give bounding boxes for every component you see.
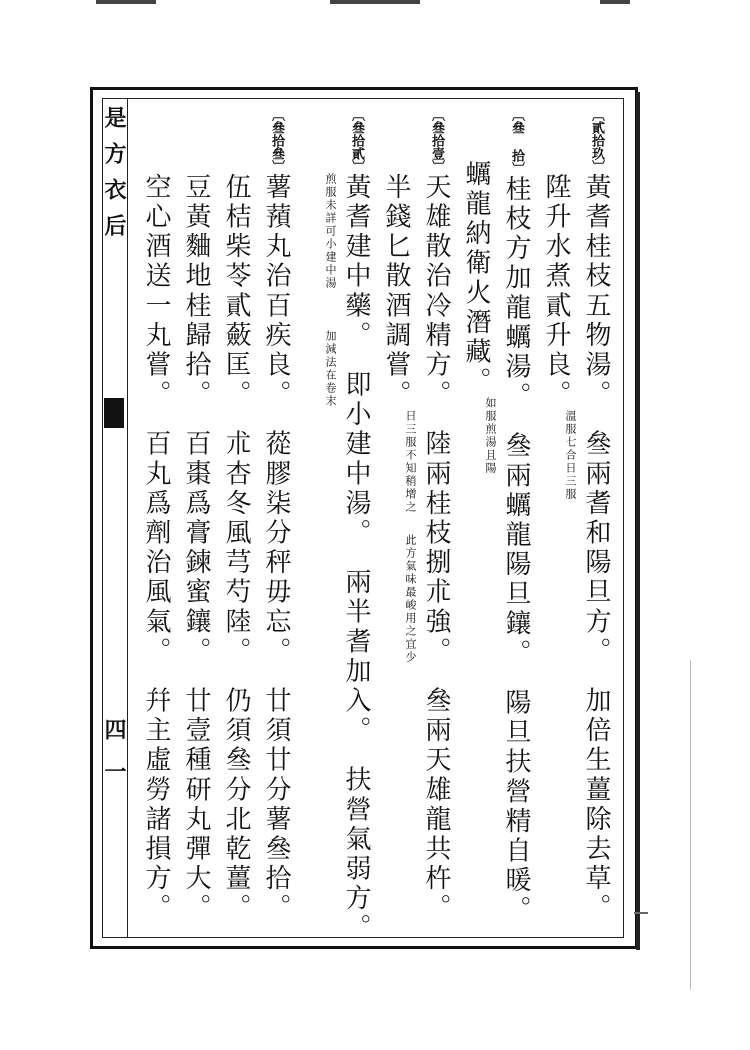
- text-column-5: [416, 108, 456, 932]
- interlinear-note: 日三服不知稍增之: [404, 409, 417, 514]
- verse-segment: 陞升水煮貳升良。: [541, 173, 571, 410]
- verse-segment: 薯蕷丸治百疾良。: [261, 173, 291, 410]
- scan-edge: [0, 0, 750, 12]
- verse-segment: 叄兩蠣龍陽旦鑲。: [501, 431, 531, 669]
- verse-segment: 百丸爲劑治風氣。: [141, 429, 171, 667]
- verse-segment: 仍須叄分北乾薑。: [221, 686, 251, 924]
- verse-segment: 兩半耆加入。: [341, 568, 371, 746]
- book-title: 是方衣后: [101, 106, 127, 250]
- verse-segment: 叄兩耆和陽旦方。: [581, 429, 611, 667]
- verse-segment: 陸兩桂枝捌朮強。: [421, 429, 451, 667]
- verse-segment: 蓯膠柒分秤毋忘。: [261, 429, 291, 667]
- verse-segment: 朮杏冬風芎芍陸。: [221, 429, 251, 667]
- section-label: 〔貳拾玖〕: [589, 108, 604, 173]
- text-column-8: [296, 108, 336, 932]
- verse-segment: 豆黃麯地桂歸拾。: [181, 173, 211, 410]
- verse-segment: 廿須廿分薯叄拾。: [261, 686, 291, 924]
- verse-segment: 蠣龍納衛火潛藏。: [461, 160, 491, 397]
- section-label: 〔叄拾叄〕: [269, 108, 284, 173]
- fish-tail-mark: [104, 398, 124, 428]
- verse-segment: 加倍生薑除去草。: [581, 686, 611, 924]
- text-column-9: [256, 108, 296, 932]
- margin-mark: [634, 912, 648, 914]
- verse-segment: 扶營氣弱方。: [341, 765, 371, 944]
- interlinear-note: 溫服七合日三服: [564, 409, 577, 501]
- verse-segment: 伍桔柴苓貳蘞匡。: [221, 173, 251, 410]
- section-label: 〔叄拾壹〕: [429, 108, 444, 173]
- interlinear-note: 加減法在卷末: [324, 330, 337, 408]
- verse-segment: 天雄散治冷精方。: [421, 173, 451, 410]
- scan-edge-line: [690, 660, 691, 990]
- verse-segment: 即小建中湯。: [341, 370, 371, 549]
- text-column-1: [576, 108, 616, 932]
- interlinear-note: 此方氣味最峻用之宜少: [404, 533, 417, 664]
- verse-segment: 幷主虛勞諸損方。: [141, 686, 171, 924]
- verse-segment: 廿壹種研丸彈大。: [181, 686, 211, 924]
- text-body: [134, 108, 616, 944]
- verse-segment: 桂枝方加龍蠣湯。: [501, 175, 531, 412]
- text-column-12: [136, 108, 176, 932]
- text-column-3: [496, 108, 536, 932]
- text-column-11: [176, 108, 216, 932]
- verse-segment: 黃耆桂枝五物湯。: [581, 173, 611, 410]
- text-column-7: [336, 108, 376, 944]
- interlinear-note: 煎服未詳可小建中湯: [324, 173, 337, 290]
- text-column-4: [456, 108, 496, 932]
- section-label: 〔叄 拾〕: [509, 108, 524, 175]
- verse-segment: 黃耆建中藥。: [341, 173, 371, 351]
- verse-segment: 空心酒送一丸嘗。: [141, 173, 171, 410]
- text-column-2: [536, 108, 576, 932]
- verse-segment: 陽旦扶營精自暖。: [501, 688, 531, 926]
- interlinear-note: 如服煎湯且陽: [484, 396, 497, 475]
- fold-column: [102, 98, 128, 938]
- verse-segment: 百棗爲膏鍊蜜鑲。: [181, 429, 211, 667]
- page-number: 四一: [101, 718, 127, 802]
- text-column-10: [216, 108, 256, 932]
- text-column-6: [376, 108, 416, 932]
- verse-segment: 半錢匕散酒調嘗。: [381, 173, 411, 410]
- verse-segment: 叄兩天雄龍共杵。: [421, 686, 451, 924]
- page-frame-shadow: [636, 92, 640, 950]
- section-label: 〔叄拾貳〕: [349, 108, 364, 173]
